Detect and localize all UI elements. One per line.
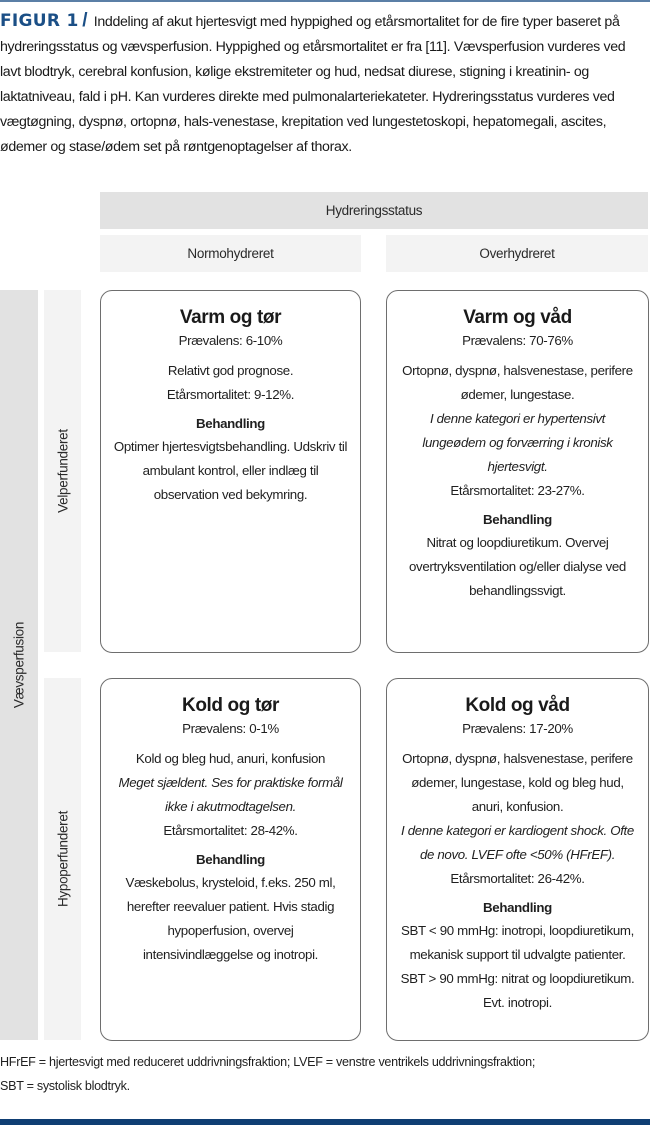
card-note: Meget sjældent. Ses for praktiske formål ikke i akutmodtagelsen. xyxy=(118,775,343,814)
card-treatment: Væskebolus, krysteloid, f.eks. 250 ml, herefter reevaluer patient. Hvis stadig hypoperfusion, overvej intensivindlæggelse og inotropi. xyxy=(125,875,336,962)
card-mortality: Etårsmortalitet: 9-12%. xyxy=(166,387,295,402)
card-prevalence: Prævalens: 6-10% xyxy=(178,333,283,348)
card-mortality: Etårsmortalitet: 28-42%. xyxy=(163,823,298,838)
footnote-line: HFrEF = hjertesvigt med reduceret uddrivningsfraktion; LVEF = venstre ventrikels uddrivningsfraktion; xyxy=(0,1055,536,1069)
footnote xyxy=(0,1050,648,1098)
card-kold-og-vaad xyxy=(386,678,649,1041)
card-treatment-heading: Behandling xyxy=(483,900,552,915)
card-treatment: Nitrat og loopdiuretikum. Overvej overtryksventilation og/eller dialyse ved behandlingssvigt. xyxy=(409,535,626,598)
card-treatment: SBT < 90 mmHg: inotropi, loopdiuretikum, mekanisk support til udvalgte patienter. xyxy=(401,923,634,962)
row-label: Hypoperfunderet xyxy=(55,810,70,908)
row-header-vaevsperfusion xyxy=(0,290,38,1040)
card-prevalence: Prævalens: 17-20% xyxy=(462,721,573,736)
column-normohydreret xyxy=(100,235,361,272)
card-note: I denne kategori er hypertensivt lungeødem og forværring i kronisk hjertesvigt. xyxy=(422,411,613,474)
card-kold-og-tor xyxy=(100,678,361,1041)
figure-label-slash: / xyxy=(82,10,88,31)
card-mortality: Etårsmortalitet: 23-27%. xyxy=(450,483,585,498)
column-label: Normohydreret xyxy=(187,246,274,261)
figure-caption-text: Inddeling af akut hjertesvigt med hyppighed og etårsmortalitet for de fire typer baseret på hydreringsstatus og vævsperfusion. Hyppighed og etårsmortalitet er fra [11]. Vævsperfusion vurderes ved lavt blodtryk, cerebral konfusion, kølige ekstremiteter og hud, nedsat diurese, stigning i kreatinin- og laktatniveau, fald i pH. Kan vurderes direkte med pulmonalarteriekateter. Hydreringsstatus vurderes ved vægtøgning, dyspnø, ortopnø, hals-venestase, krepitation ved lungestetoskopi, hepatomegali, ascites, ødemer og stase/ødem set på røntgenoptagelser af thorax. xyxy=(0,14,626,155)
card-varm-og-tor xyxy=(100,290,361,653)
card-title: Kold og tør xyxy=(182,695,279,716)
card-treatment: Optimer hjertesvigtsbehandling. Udskriv til ambulant kontrol, eller indlæg til observation ved bekymring. xyxy=(113,439,348,502)
card-title: Kold og våd xyxy=(465,695,570,716)
card-prevalence: Prævalens: 70-76% xyxy=(462,333,573,348)
card-mortality: Etårsmortalitet: 26-42%. xyxy=(450,871,585,886)
card-note: I denne kategori er kardiogent shock. Ofte de novo. LVEF ofte <50% (HFrEF). xyxy=(401,823,634,862)
column-header-hydreringsstatus xyxy=(100,192,648,229)
column-label: Overhydreret xyxy=(479,246,555,261)
card-treatment-heading: Behandling xyxy=(196,416,265,431)
card-title: Varm og våd xyxy=(463,307,572,328)
card-description: Ortopnø, dyspnø, halsvenestase, perifere ødemer, lungestase. xyxy=(402,363,633,402)
row-velperfunderet xyxy=(44,290,81,652)
bottom-rule xyxy=(0,1119,650,1125)
card-description: Ortopnø, dyspnø, halsvenestase, perifere ødemer, lungestase, kold og bleg hud, anuri, konfusion. xyxy=(402,751,633,814)
row-label: Velperfunderet xyxy=(55,429,70,513)
card-treatment-secondary: SBT > 90 mmHg: nitrat og loopdiuretikum. Evt. inotropi. xyxy=(400,971,635,1010)
card-treatment-heading: Behandling xyxy=(483,512,552,527)
column-header-label: Hydreringsstatus xyxy=(325,203,423,218)
card-title: Varm og tør xyxy=(179,307,282,328)
column-overhydreret xyxy=(386,235,648,272)
card-prevalence: Prævalens: 0-1% xyxy=(182,721,279,736)
footnote-line: SBT = systolisk blodtryk. xyxy=(0,1079,130,1093)
figure-label: FIGUR 1 xyxy=(0,11,79,31)
card-description: Kold og bleg hud, anuri, konfusion xyxy=(135,751,326,766)
row-hypoperfunderet xyxy=(44,678,81,1040)
card-description: Relativt god prognose. xyxy=(167,363,294,378)
card-varm-og-vaad xyxy=(386,290,649,653)
figure-caption xyxy=(0,8,648,160)
top-rule xyxy=(0,0,650,2)
row-header-label: Vævsperfusion xyxy=(11,621,27,709)
card-treatment-heading: Behandling xyxy=(196,852,265,867)
